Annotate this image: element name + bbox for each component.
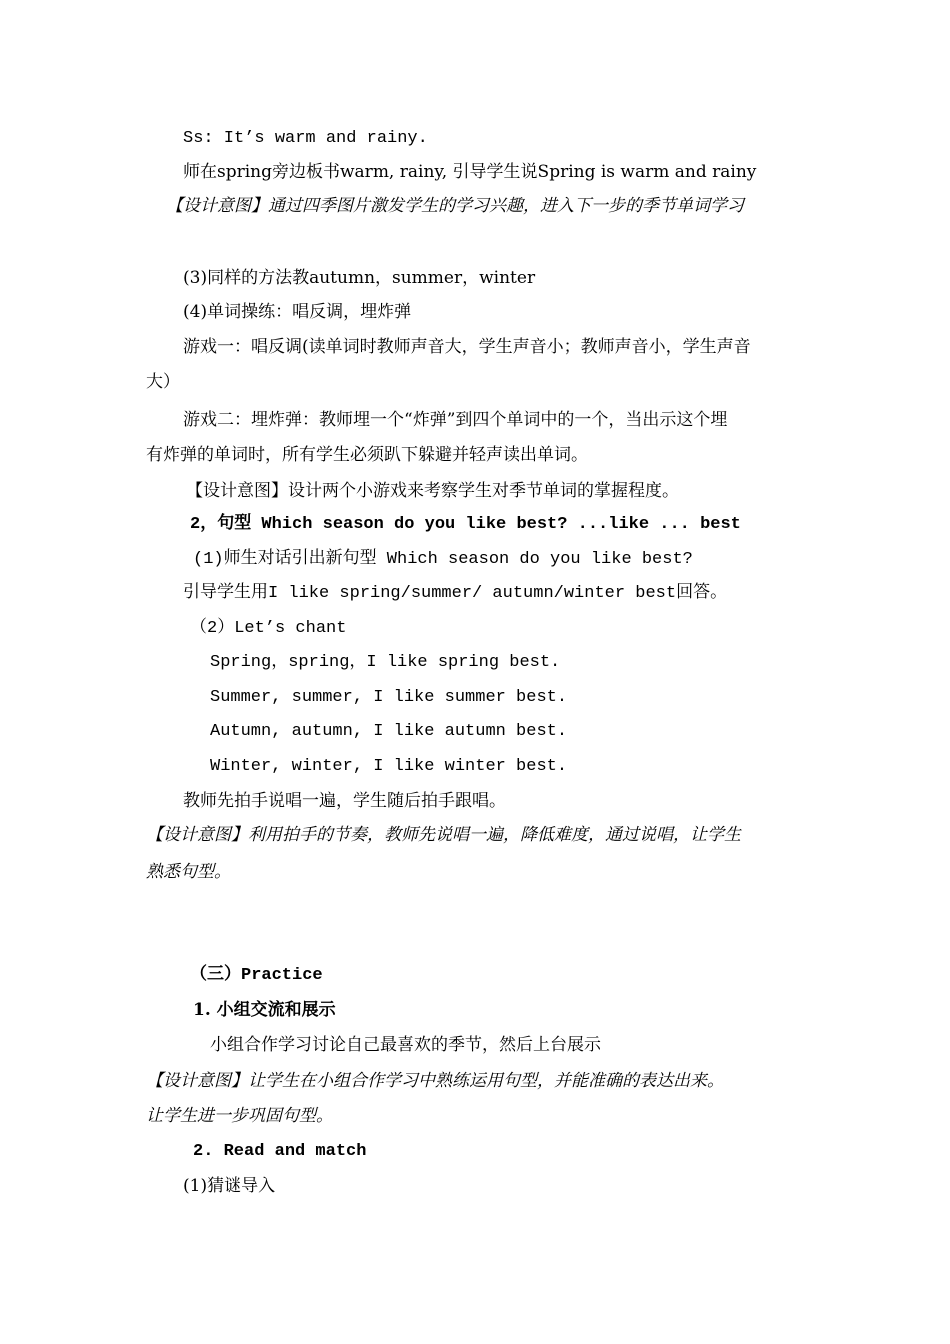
text-line: 大） <box>146 372 180 392</box>
chant-line: Summer, summer, I like summer best. <box>210 688 568 707</box>
text-line: 小组合作学习讨论自己最喜欢的季节，然后上台展示 <box>210 1035 601 1055</box>
design-intent-line: 【设计意图】通过四季图片激发学生的学习兴趣，进入下一步的季节单词学习 <box>166 196 744 216</box>
chant-line: Spring，spring，I like spring best. <box>210 653 561 672</box>
text-line: Ss: It’s warm and rainy. <box>183 129 428 148</box>
design-intent-line: 让学生进一步巩固句型。 <box>146 1106 333 1126</box>
text-line: （2）Let’s chant <box>190 619 347 638</box>
design-intent-line: 【设计意图】设计两个小游戏来考察学生对季节单词的掌握程度。 <box>186 481 679 501</box>
design-intent-line: 熟悉句型。 <box>146 862 231 882</box>
text-line: 引导学生用I like spring/summer/ autumn/winter best回答。 <box>183 584 728 603</box>
subsection-heading: 2. Read and match <box>193 1142 367 1161</box>
text-line: 师在spring旁边板书warm, rainy, 引导学生说Spring is warm and rainy <box>183 162 757 182</box>
text-line: 有炸弹的单词时，所有学生必须趴下躲避并轻声读出单词。 <box>146 445 588 465</box>
text-line: (4)单词操练：唱反调，埋炸弹 <box>183 302 412 322</box>
chant-line: Autumn, autumn, I like autumn best. <box>210 722 568 741</box>
chant-line: Winter, winter, I like winter best. <box>210 757 568 776</box>
design-intent-line: 【设计意图】让学生在小组合作学习中熟练运用句型，并能准确的表达出来。 <box>146 1071 724 1091</box>
text-line: 游戏一：唱反调(读单词时教师声音大，学生声音小；教师声音小，学生声音 <box>183 337 751 357</box>
section-heading: （三）Practice <box>190 966 323 985</box>
text-line: (1)师生对话引出新句型 Which season do you like best? <box>193 550 693 569</box>
design-intent-line: 【设计意图】利用拍手的节奏，教师先说唱一遍，降低难度，通过说唱，让学生 <box>146 825 741 845</box>
section-heading: 2，句型 Which season do you like best? ...like ... best <box>190 515 741 534</box>
subsection-heading: 1. 小组交流和展示 <box>193 1000 336 1020</box>
text-line: (3)同样的方法教autumn，summer，winter <box>183 268 536 288</box>
text-line: (1)猜谜导入 <box>183 1176 276 1196</box>
text-line: 教师先拍手说唱一遍，学生随后拍手跟唱。 <box>183 791 506 811</box>
text-line: 游戏二：埋炸弹：教师埋一个“炸弹”到四个单词中的一个，当出示这个埋 <box>183 410 728 430</box>
